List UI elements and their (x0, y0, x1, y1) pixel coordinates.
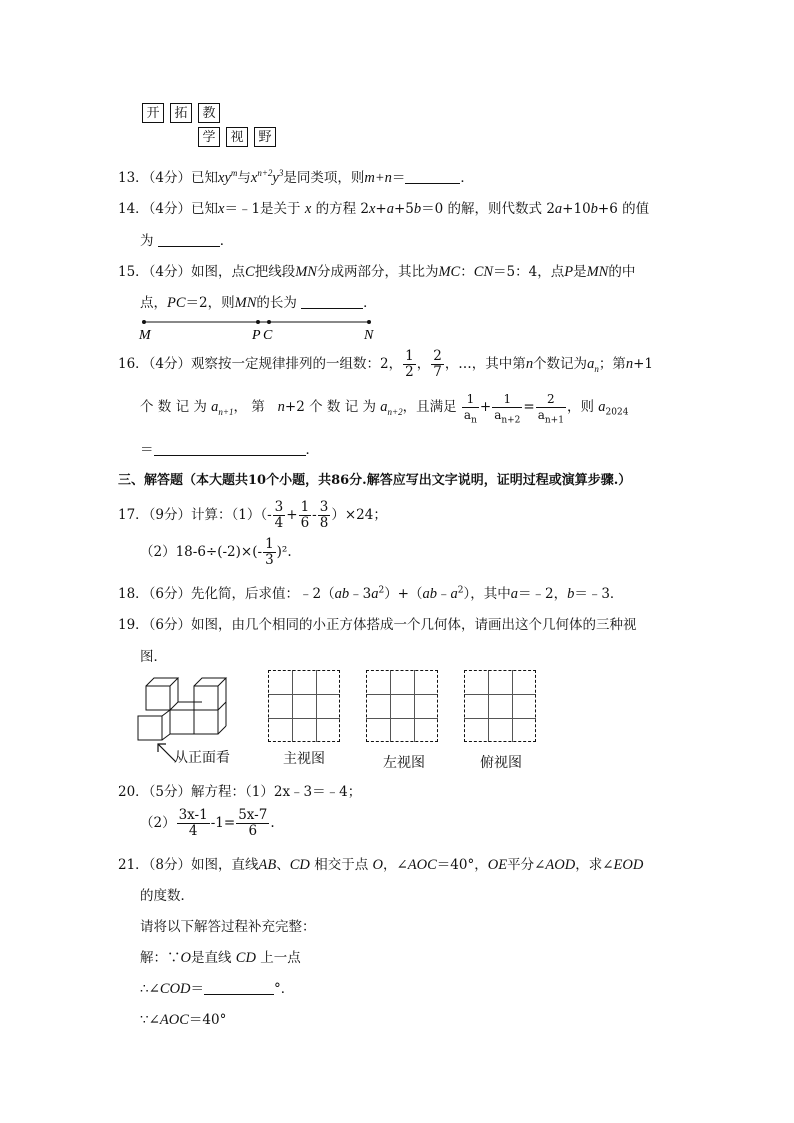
front-view-grid[interactable] (268, 670, 340, 742)
question-16: 16．（4分）观察按一定规律排列的一组数：2， $\frac{1}{2}$ ， $\frac{2}{7}$ ，…，其中第n个数记为$a_n$；第n+1 (118, 348, 653, 380)
question-21-line6: ∵∠AOC＝40° (140, 1012, 227, 1028)
answer-blank[interactable] (158, 233, 220, 247)
answer-blank[interactable] (204, 981, 274, 995)
segment-figure (136, 314, 386, 344)
question-21-line5: ∴∠COD＝ °． (140, 981, 295, 997)
question-20: 20．（5分）解方程：（1）2x﹣3＝﹣4； (118, 784, 362, 800)
fraction: $\frac{2}{7}$ (433, 348, 442, 380)
q-text: 与 (237, 170, 251, 186)
point-label: C (263, 328, 273, 343)
question-20-part2: （2） $\frac{3x-1}{4}$ -1= $\frac{5x-7}{6}$ . (140, 807, 275, 839)
question-18: 18．（6分）先化简，后求值：$﹣2(ab﹣3a^2)+(ab﹣a^2)$，其中a＝﹣2，b＝﹣3． (118, 585, 624, 602)
question-21-line4: 解：∵O是直线 CD 上一点 (140, 950, 301, 966)
left-view-grid[interactable] (366, 670, 438, 742)
answer-blank[interactable] (405, 170, 460, 184)
q-text: 是同类项，则 (283, 170, 365, 186)
question-14: 14．（4分）已知x＝﹣1是关于 x 的方程 2x+a+5b＝0 的解，则代数式 2a+10b+6 的值 (118, 201, 650, 217)
q-text: 已知 (191, 170, 219, 186)
q-text: ． (460, 170, 474, 186)
net-cell: 视 (226, 127, 248, 147)
question-17-part2: （2）18-6÷(-2)×(- $\frac{1}{3}$ )². (140, 536, 292, 568)
net-cell: 开 (142, 103, 164, 123)
question-15: 15．（4分）如图，点C把线段MN分成两部分，其比为MC：CN＝5：4，点P是MN的中 (118, 264, 636, 280)
left-view-caption: 左视图 (383, 755, 425, 771)
q-num: 13．（4分） (118, 170, 192, 186)
net-cell: 学 (198, 127, 220, 147)
net-cell: 野 (254, 127, 276, 147)
question-21: 21．（8分）如图，直线AB、CD 相交于点 O，∠AOC＝40°，OE平分∠AOD，求∠EOD (118, 857, 644, 873)
point-label: N (364, 328, 374, 343)
section-heading: 三、解答题（本大题共10个小题，共86分.解答应写出文字说明，证明过程或演算步骤.） (118, 473, 632, 488)
question-21-line3: 请将以下解答过程补充完整： (140, 919, 316, 935)
view-direction-label: 从正面看 (174, 750, 230, 766)
q-text: ＝ (391, 170, 406, 186)
net-cell: 拓 (170, 103, 192, 123)
question-16-line2: 个 数 记 为 $a_{n+1}$， 第 n+2 个 数 记 为 $a_{n+2}$，且满足 $\frac{1}{a_n}$ + $\frac{1}{a_{n+2}}$ = $\frac{2}{a_{n+1}}$ ，则 $a_{2024}$ (140, 392, 629, 426)
top-view-caption: 俯视图 (480, 755, 522, 771)
top-view-grid[interactable] (464, 670, 536, 742)
answer-blank[interactable] (154, 442, 306, 456)
question-13: 13．（4分）已知$xy^m$与$x^{n+2}y^3$是同类项，则m+n＝ ． (118, 168, 474, 186)
net-cell: 教 (198, 103, 220, 123)
point-label: M (139, 328, 151, 343)
front-view-caption: 主视图 (283, 751, 325, 767)
question-16-line3: ＝ ． (140, 442, 319, 458)
question-14-line2: 为 ． (140, 233, 234, 249)
question-17: 17．（9分）计算：（1）（- $\frac{3}{4}$ + $\frac{1}{6}$ - $\frac{3}{8}$ ）×24； (118, 499, 387, 531)
question-15-line2: 点，PC＝2，则MN的长为 ． (140, 295, 377, 311)
fraction: $\frac{1}{2}$ (405, 348, 414, 380)
question-19: 19．（6分）如图，由几个相同的小正方体搭成一个几何体，请画出这个几何体的三种视 (118, 617, 637, 633)
question-21-line2: 的度数． (140, 888, 194, 904)
answer-blank[interactable] (301, 295, 363, 309)
question-19-line2: 图． (140, 649, 167, 665)
point-label: P (252, 328, 261, 343)
